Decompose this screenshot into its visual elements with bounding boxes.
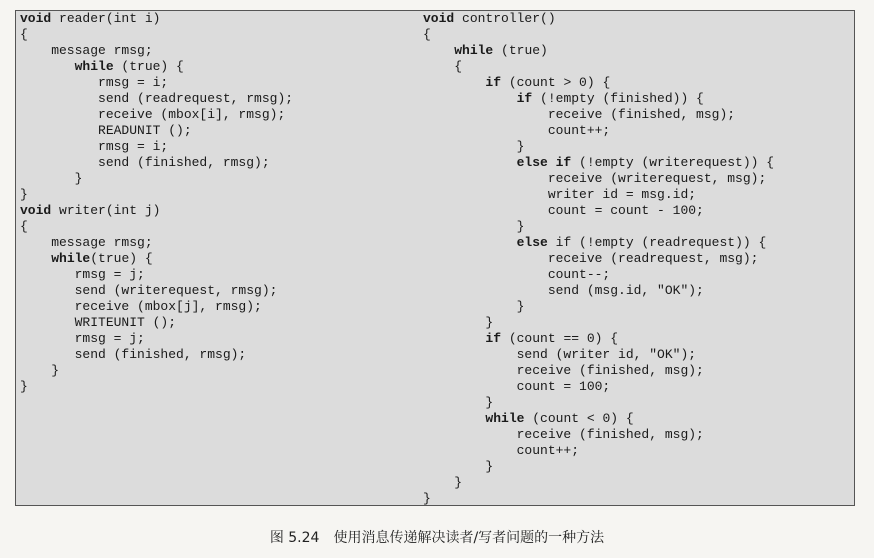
code-line: [20, 155, 293, 171]
code-text: }: [20, 379, 28, 394]
code-text: {: [423, 59, 463, 74]
code-keyword: if: [516, 91, 533, 106]
code-text: rmsg = i;: [20, 75, 169, 90]
code-line: [20, 219, 293, 235]
code-text: }: [423, 475, 463, 490]
code-keyword: while: [51, 251, 91, 266]
code-line: [20, 315, 293, 331]
code-line: [20, 43, 293, 59]
code-text: }: [423, 395, 494, 410]
code-line: [423, 379, 774, 395]
code-text: [423, 75, 485, 90]
code-text: send (finished, rmsg);: [20, 155, 270, 170]
code-line: [20, 123, 293, 139]
code-line: [423, 347, 774, 363]
code-keyword: if: [485, 331, 502, 346]
code-text: [423, 155, 517, 170]
code-text: [423, 91, 517, 106]
code-line: [20, 75, 293, 91]
code-text: rmsg = j;: [20, 331, 145, 346]
code-text: [423, 411, 485, 426]
code-text: controller(): [454, 11, 556, 26]
code-line: [423, 139, 774, 155]
code-text: [20, 59, 75, 74]
code-line: [423, 491, 774, 507]
code-text: }: [20, 171, 83, 186]
code-keyword: if: [485, 75, 502, 90]
code-line: [423, 91, 774, 107]
code-text: {: [423, 27, 431, 42]
code-line: [423, 475, 774, 491]
controller-code: [423, 11, 774, 507]
code-text: WRITEUNIT ();: [20, 315, 177, 330]
code-text: (true) {: [113, 59, 184, 74]
code-text: rmsg = j;: [20, 267, 145, 282]
code-text: count = count - 100;: [423, 203, 704, 218]
code-line: [423, 315, 774, 331]
code-line: [423, 187, 774, 203]
code-line: [20, 139, 293, 155]
code-line: [423, 155, 774, 171]
code-line: [423, 171, 774, 187]
code-text: receive (finished, msg);: [423, 363, 704, 378]
code-text: count = 100;: [423, 379, 611, 394]
code-text: {: [20, 27, 28, 42]
code-line: [423, 395, 774, 411]
code-text: (true) {: [90, 251, 153, 266]
code-text: }: [423, 491, 431, 506]
code-text: [423, 331, 485, 346]
code-line: [423, 235, 774, 251]
code-line: [20, 347, 293, 363]
code-text: send (finished, rmsg);: [20, 347, 247, 362]
code-line: [20, 267, 293, 283]
code-text: (count == 0) {: [501, 331, 619, 346]
code-text: receive (readrequest, msg);: [423, 251, 759, 266]
code-text: }: [423, 459, 494, 474]
code-line: [423, 107, 774, 123]
code-line: [423, 411, 774, 427]
code-text: receive (finished, msg);: [423, 107, 736, 122]
code-text: message rmsg;: [20, 43, 153, 58]
code-line: [20, 379, 293, 395]
code-text: receive (mbox[j], rmsg);: [20, 299, 262, 314]
code-keyword: void: [20, 203, 52, 218]
code-text: }: [20, 187, 28, 202]
code-line: [423, 123, 774, 139]
code-text: (!empty (finished)) {: [532, 91, 704, 106]
code-line: [423, 75, 774, 91]
code-line: [20, 187, 293, 203]
code-text: count++;: [423, 443, 580, 458]
code-line: [423, 267, 774, 283]
code-line: [423, 11, 774, 27]
code-text: reader(int i): [51, 11, 161, 26]
code-line: [20, 331, 293, 347]
code-line: [20, 59, 293, 75]
figure-caption: 图 5.24 使用消息传递解决读者/写者问题的一种方法: [269, 530, 605, 546]
code-line: [423, 203, 774, 219]
code-line: [20, 363, 293, 379]
code-text: send (readrequest, rmsg);: [20, 91, 294, 106]
code-text: count++;: [423, 123, 611, 138]
code-keyword: while: [454, 43, 494, 58]
code-text: receive (writerequest, msg);: [423, 171, 767, 186]
code-text: (count > 0) {: [501, 75, 611, 90]
code-line: [20, 171, 293, 187]
code-line: [20, 251, 293, 267]
code-text: [423, 235, 517, 250]
code-line: [423, 459, 774, 475]
code-line: [423, 299, 774, 315]
code-line: [20, 299, 293, 315]
code-line: [423, 443, 774, 459]
code-line: [423, 27, 774, 43]
code-line: [423, 43, 774, 59]
code-keyword: else: [516, 235, 548, 250]
code-line: [423, 331, 774, 347]
code-text: [423, 43, 454, 58]
code-line: [20, 27, 293, 43]
code-text: }: [423, 219, 525, 234]
code-text: writer(int j): [51, 203, 161, 218]
code-text: {: [20, 219, 28, 234]
code-line: [20, 203, 293, 219]
code-text: [20, 251, 51, 266]
code-line: [20, 235, 293, 251]
code-text: READUNIT ();: [20, 123, 192, 138]
code-text: count--;: [423, 267, 611, 282]
code-line: [423, 251, 774, 267]
code-keyword: while: [74, 59, 114, 74]
code-text: receive (finished, msg);: [423, 427, 704, 442]
code-text: send (writer id, "OK");: [423, 347, 697, 362]
code-line: [20, 11, 293, 27]
code-text: message rmsg;: [20, 235, 153, 250]
code-text: (count < 0) {: [524, 411, 634, 426]
code-text: writer id = msg.id;: [423, 187, 697, 202]
code-line: [20, 107, 293, 123]
code-text: rmsg = i;: [20, 139, 169, 154]
code-text: }: [423, 315, 494, 330]
code-text: }: [423, 299, 525, 314]
code-keyword: void: [423, 11, 455, 26]
code-line: [423, 363, 774, 379]
code-keyword: void: [20, 11, 52, 26]
code-figure: [15, 10, 855, 506]
code-text: send (msg.id, "OK");: [423, 283, 704, 298]
code-text: (true): [493, 43, 548, 58]
code-line: [423, 59, 774, 75]
code-line: [423, 427, 774, 443]
code-line: [20, 283, 293, 299]
code-line: [423, 219, 774, 235]
code-text: if (!empty (readrequest)) {: [547, 235, 767, 250]
code-line: [423, 283, 774, 299]
code-text: (!empty (writerequest)) {: [571, 155, 775, 170]
code-text: }: [20, 363, 60, 378]
code-text: receive (mbox[i], rmsg);: [20, 107, 286, 122]
code-keyword: while: [485, 411, 525, 426]
code-line: [20, 91, 293, 107]
code-text: }: [423, 139, 525, 154]
reader-writer-code: [20, 11, 293, 395]
code-keyword: else if: [516, 155, 572, 170]
code-text: send (writerequest, rmsg);: [20, 283, 278, 298]
